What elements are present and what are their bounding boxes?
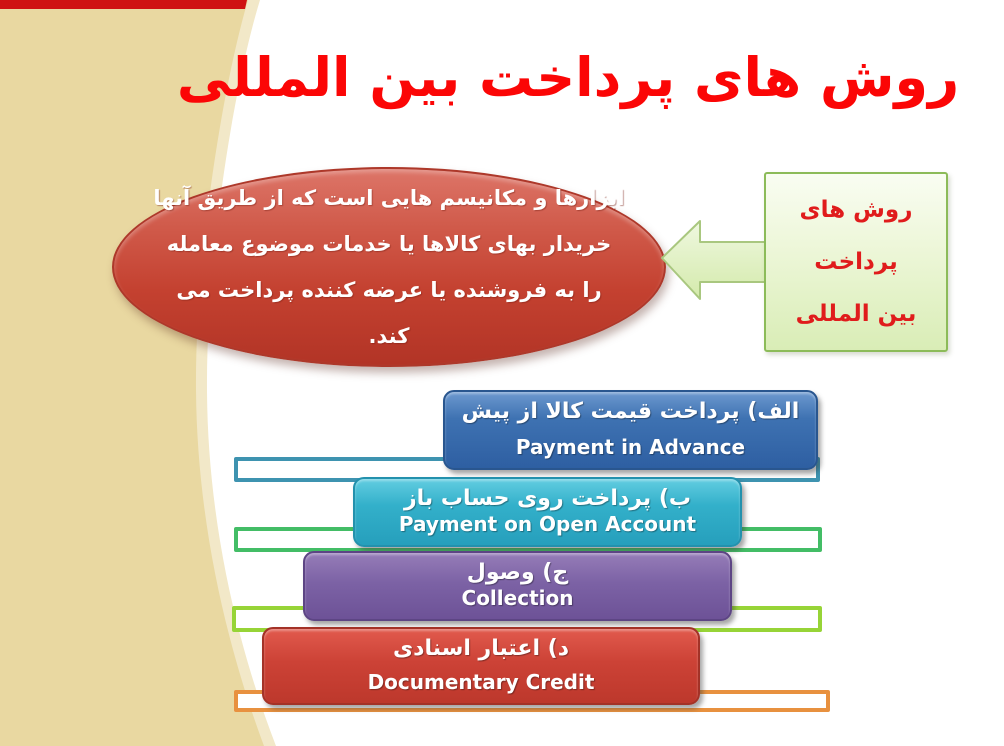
definition-line: خریدار بهای کالاها یا خدمات موضوع معامله: [166, 232, 612, 256]
method-bar-payment-on-open-account: [353, 477, 742, 547]
method-bar-payment-in-advance: [443, 390, 818, 470]
callout-line: روش های: [799, 197, 913, 223]
method-label-en: Collection: [461, 586, 574, 610]
method-label-en: Payment in Advance: [515, 435, 746, 459]
method-label-fa: ب) پرداخت روی حساب باز: [403, 486, 692, 511]
definition-line: کند.: [368, 324, 410, 348]
method-label-en: Payment on Open Account: [398, 512, 697, 536]
method-label-fa: الف) پرداخت قیمت کالا از پیش: [461, 399, 800, 424]
callout-line: پرداخت: [814, 249, 898, 275]
definition-ellipse: [112, 167, 666, 367]
callout-line: بین المللی: [795, 301, 917, 327]
left-arrow-icon: [652, 213, 770, 313]
top-red-strip: [0, 0, 247, 9]
definition-text: [136, 175, 642, 359]
method-label-en: Documentary Credit: [367, 670, 595, 694]
method-label-fa: د) اعتبار اسنادی: [393, 636, 569, 661]
method-bar-documentary-credit: [262, 627, 700, 705]
callout-box: [764, 172, 948, 352]
slide-title: روش های پرداخت بین المللی: [176, 46, 960, 109]
method-bar-collection: [303, 551, 732, 621]
method-label-fa: ج) وصول: [466, 560, 569, 585]
definition-line: را به فروشنده یا عرضه کننده پرداخت می: [176, 278, 602, 302]
definition-line: ابزارها و مکانیسم هایی است که از طریق آنها: [153, 186, 625, 210]
